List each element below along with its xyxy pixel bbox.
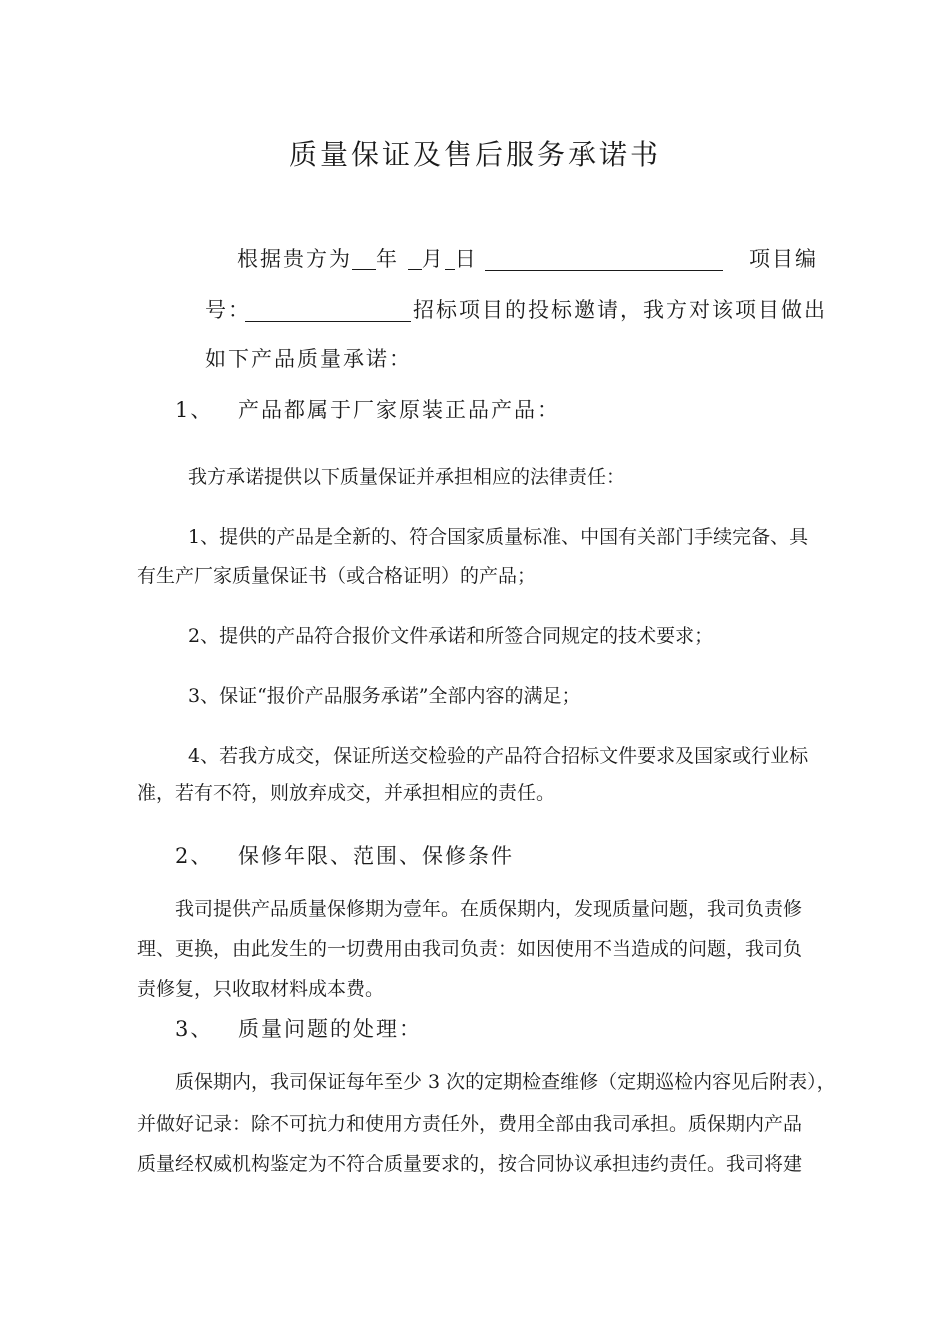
item-1-line-2: 有生产厂家质量保证书（或合格证明）的产品；: [137, 565, 537, 587]
intro-text: 根据贵方为: [237, 247, 352, 271]
intro-line-3: 如下产品质量承诺：: [205, 347, 412, 371]
project-name-blank: [485, 269, 723, 271]
section-2-line-1: 我司提供产品质量保修期为壹年。在质保期内，发现质量问题，我司负责修: [175, 898, 803, 920]
day-label: 日: [454, 247, 478, 271]
year-blank: [352, 268, 376, 270]
document-title: 质量保证及售后服务承诺书: [288, 138, 661, 171]
section-1-lead: 我方承诺提供以下质量保证并承担相应的法律责任：: [188, 466, 626, 488]
section-2-line-2: 理、更换，由此发生的一切费用由我司负责：如因使用不当造成的问题，我司负: [137, 938, 803, 960]
month-label: 月: [421, 247, 445, 271]
item-4-line-2: 准，若有不符，则放弃成交，并承担相应的责任。: [137, 782, 556, 804]
item-2: 2、提供的产品符合报价文件承诺和所签合同规定的技术要求；: [188, 625, 714, 647]
project-number-label: 项目编: [749, 247, 818, 271]
section-3-number: 3、: [175, 1017, 214, 1041]
item-4-line-1: 4、若我方成交，保证所送交检验的产品符合招标文件要求及国家或行业标: [188, 745, 809, 767]
section-3-line-2: 并做好记录：除不可抗力和使用方责任外，费用全部由我司承担。质保期内产品: [137, 1113, 803, 1135]
section-2-number: 2、: [175, 844, 214, 868]
day-blank: [445, 268, 455, 270]
project-number-blank: [245, 320, 411, 322]
section-3-line-3: 质量经权威机构鉴定为不符合质量要求的，按合同协议承担违约责任。我司将建: [137, 1153, 803, 1175]
section-3-line-1: 质保期内，我司保证每年至少 3 次的定期检查维修（定期巡检内容见后附表），: [175, 1071, 836, 1093]
section-1-number: 1、: [175, 398, 214, 422]
intro-line-2-rest: 招标项目的投标邀请，我方对该项目做出: [413, 298, 827, 322]
section-1-heading: 产品都属于厂家原装正品产品：: [238, 398, 560, 422]
item-3: 3、保证“报价产品服务承诺”全部内容的满足；: [188, 685, 581, 707]
intro-line-1: [237, 243, 478, 273]
year-label: 年: [376, 247, 399, 271]
intro-line-2-start: 号：: [205, 298, 251, 322]
section-2-line-3: 责修复，只收取材料成本费。: [137, 978, 385, 1000]
item-1-line-1: 1、提供的产品是全新的、符合国家质量标准、中国有关部门手续完备、具: [188, 526, 809, 548]
section-2-heading: 保修年限、范围、保修条件: [238, 844, 514, 868]
month-blank: [408, 268, 422, 270]
section-3-heading: 质量问题的处理：: [238, 1017, 422, 1041]
